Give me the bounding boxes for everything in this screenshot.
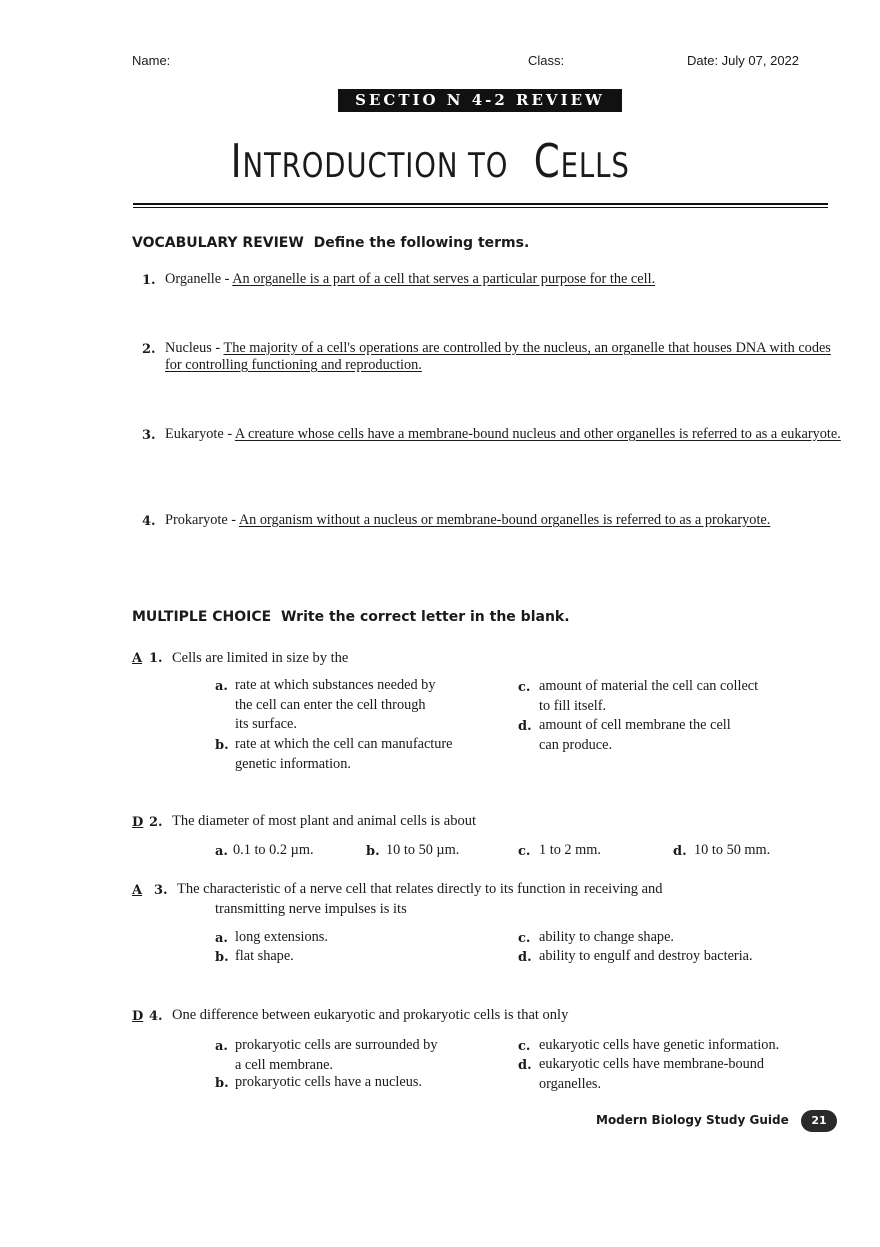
q3-option-d-letter: d.	[518, 950, 532, 965]
vocabulary-heading	[132, 235, 529, 251]
multiple-choice-heading-label: MULTIPLE CHOICE	[132, 609, 272, 625]
vocab-term-2: Nucleus -	[165, 340, 224, 356]
question-number-3: 3.	[154, 883, 168, 898]
q1-option-a-line-2: the cell can enter the cell through	[235, 696, 426, 713]
q4-option-a-line-2: a cell membrane.	[235, 1056, 334, 1073]
footer-book-title: Modern Biology Study Guide	[596, 1113, 789, 1127]
q1-option-d-letter: d.	[518, 719, 532, 734]
vocab-definition-3: A creature whose cells have a membrane-bound nucleus and other organelles is referred to as a eukaryote.	[234, 426, 841, 442]
q1-option-d-line-1: amount of cell membrane the cell	[539, 717, 731, 733]
q4-option-b-letter: b.	[215, 1076, 229, 1091]
q3-option-a-letter: a.	[215, 931, 228, 946]
question-text-4: One difference between eukaryotic and prokaryotic cells is that only	[172, 1007, 569, 1023]
q1-option-d-line-2: can produce.	[539, 736, 613, 753]
answer-blank-3[interactable]: A	[132, 883, 143, 898]
q4-option-d-line-1: eukaryotic cells have membrane-bound	[539, 1056, 765, 1072]
question-text-3-line-2: transmitting nerve impulses is its	[215, 901, 407, 917]
q4-option-a-line-1: prokaryotic cells are surrounded by	[235, 1037, 438, 1053]
question-text-3-line-1: The characteristic of a nerve cell that relates directly to its function in receiving and	[177, 881, 663, 897]
question-number-2: 2.	[149, 815, 163, 830]
q1-option-c-line-2: to fill itself.	[539, 697, 607, 714]
title-rest-2: ELLS	[560, 146, 630, 186]
multiple-choice-instruction: Write the correct letter in the blank.	[280, 609, 570, 625]
vocab-number-3: 3.	[142, 428, 156, 443]
question-number-1: 1.	[149, 651, 163, 666]
vocab-term-1: Organelle -	[165, 271, 233, 287]
q1-option-a-line-3: its surface.	[235, 716, 297, 732]
q2-option-d-letter: d.	[673, 844, 687, 859]
q2-option-a-letter: a.	[215, 844, 228, 859]
q1-option-c-letter: c.	[518, 680, 531, 695]
vocab-definition-2: The majority of a cell's operations are controlled by the nucleus, an organelle that houses DNA with codes for controlling functioning and reproduction.	[165, 340, 831, 373]
page-title	[0, 131, 860, 196]
q2-option-b: 10 to 50 µm.	[386, 842, 460, 858]
answer-blank-2[interactable]: D	[132, 815, 144, 830]
answer-blank-1[interactable]: A	[132, 651, 143, 666]
q3-option-c-letter: c.	[518, 931, 531, 946]
q2-option-d: 10 to 50 mm.	[694, 842, 771, 858]
q1-option-b-line-2: genetic information.	[235, 755, 351, 772]
vocab-item-4	[165, 512, 805, 529]
vocab-item-2	[165, 340, 845, 374]
q3-option-b-letter: b.	[215, 950, 229, 965]
title-rule-bottom	[133, 207, 828, 208]
q3-option-d: ability to engulf and destroy bacteria.	[539, 948, 753, 964]
name-label: Name:	[132, 53, 171, 68]
answer-blank-4[interactable]: D	[132, 1009, 144, 1024]
title-cap-1: I	[230, 134, 243, 188]
q1-option-b	[235, 735, 453, 774]
title-cap-2: C	[533, 134, 561, 188]
q3-option-b: flat shape.	[235, 948, 294, 964]
q1-option-d	[539, 716, 731, 755]
question-text-2: The diameter of most plant and animal cells is about	[172, 813, 477, 829]
q4-option-b: prokaryotic cells have a nucleus.	[235, 1074, 422, 1090]
q4-option-c: eukaryotic cells have genetic information.	[539, 1037, 780, 1053]
q4-option-c-letter: c.	[518, 1039, 531, 1054]
vocab-definition-4: An organism without a nucleus or membrane-bound organelles is referred to as a prokaryote.	[238, 512, 771, 528]
q1-option-c	[539, 677, 758, 716]
vocab-definition-1: An organelle is a part of a cell that serves a particular purpose for the cell.	[232, 271, 656, 287]
q4-option-d-letter: d.	[518, 1058, 532, 1073]
q2-option-c: 1 to 2 mm.	[539, 842, 601, 858]
vocabulary-instruction: Define the following terms.	[313, 235, 530, 251]
question-text-1: Cells are limited in size by the	[172, 650, 349, 666]
q4-option-a-letter: a.	[215, 1039, 228, 1054]
q4-option-d	[539, 1055, 764, 1094]
vocab-item-3	[165, 426, 845, 443]
q1-option-a	[235, 676, 435, 735]
q4-option-a	[235, 1036, 437, 1075]
vocab-number-1: 1.	[142, 273, 156, 288]
class-label: Class:	[528, 53, 565, 68]
q3-option-c: ability to change shape.	[539, 929, 674, 945]
q3-option-a: long extensions.	[235, 929, 328, 945]
vocab-item-1	[165, 271, 845, 288]
title-rule-top	[133, 203, 828, 205]
q1-option-b-letter: b.	[215, 738, 229, 753]
date-label: Date: July 07, 2022	[687, 53, 800, 68]
q1-option-c-line-1: amount of material the cell can collect	[539, 678, 759, 694]
section-label: SECTIO N 4-2 REVIEW	[338, 89, 622, 112]
vocab-term-3: Eukaryote -	[165, 426, 235, 442]
vocab-number-4: 4.	[142, 514, 156, 529]
vocab-number-2: 2.	[142, 342, 156, 357]
q1-option-a-letter: a.	[215, 679, 228, 694]
vocab-term-4: Prokaryote -	[165, 512, 239, 528]
q1-option-a-line-1: rate at which substances needed by	[235, 677, 436, 693]
q2-option-b-letter: b.	[366, 844, 380, 859]
q2-option-a: 0.1 to 0.2 µm.	[233, 842, 314, 858]
q2-option-c-letter: c.	[518, 844, 531, 859]
multiple-choice-heading	[132, 609, 570, 625]
title-rest-1: NTRODUCTION TO	[242, 146, 509, 186]
q1-option-b-line-1: rate at which the cell can manufacture	[235, 736, 453, 752]
q4-option-d-line-2: organelles.	[539, 1075, 602, 1092]
vocabulary-heading-label: VOCABULARY REVIEW	[132, 235, 304, 251]
question-number-4: 4.	[149, 1009, 163, 1024]
page-number-badge: 21	[801, 1110, 837, 1132]
